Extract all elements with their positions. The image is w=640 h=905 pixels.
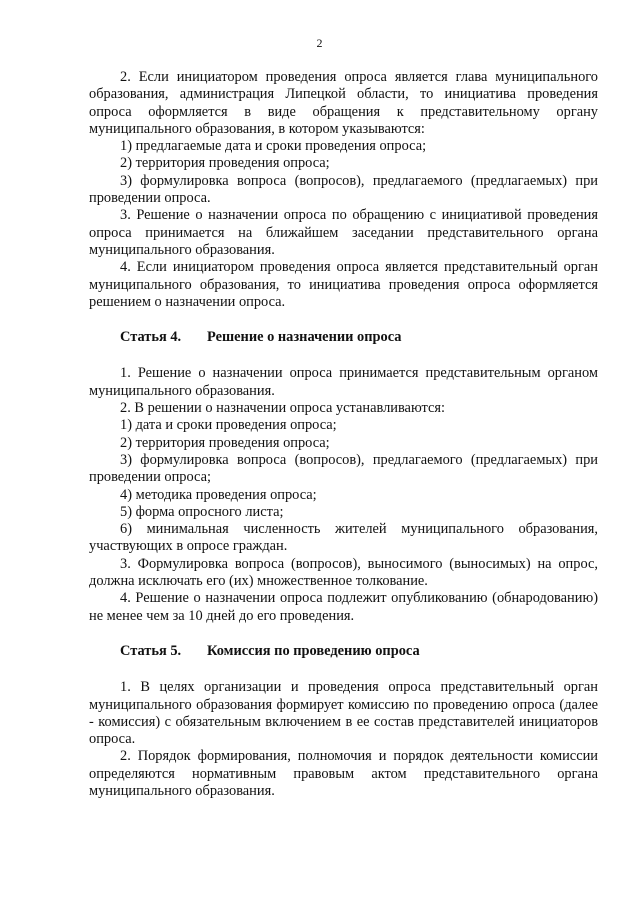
list-item: 3) формулировка вопроса (вопросов), предлагаемого (предлагаемых) при проведении опроса.	[89, 172, 598, 207]
paragraph-3: 3. Решение о назначении опроса по обращению с инициативой проведения опроса принимается на ближайшем заседании представительного органа муниципального образования.	[89, 207, 598, 258]
list-item: 6) минимальная численность жителей муниципального образования, участвующих в опросе граждан.	[89, 521, 598, 555]
paragraph-4: 4. Решение о назначении опроса подлежит опубликованию (обнародованию) не менее чем за 10 дней до его проведения.	[89, 590, 598, 624]
paragraph-2: 2. Порядок формирования, полномочия и порядок деятельности комиссии определяются нормативным правовым актом представительного органа муниципального образования.	[89, 748, 598, 799]
paragraph-2: 2. Если инициатором проведения опроса является глава муниципального образования, администрация Липецкой области, то инициатива проведения опроса оформляется в виде обращения к представительному органу муниципального образования, в котором указываются:	[89, 69, 598, 137]
article-5-title: Комиссия по проведению опроса	[207, 642, 420, 659]
paragraph-4: 4. Если инициатором проведения опроса является представительный орган муниципального образования, то инициатива проведения опроса оформляется решением о назначении опроса.	[89, 259, 598, 310]
article-4-heading	[89, 329, 598, 346]
article-5-heading	[89, 643, 598, 660]
article-4-number: Статья 4.	[120, 329, 182, 346]
list-item: 5) форма опросного листа;	[120, 503, 284, 520]
list-item: 1) предлагаемые дата и сроки проведения опроса;	[120, 138, 427, 155]
paragraph-2: 2. В решении о назначении опроса устанавливаются:	[120, 400, 445, 417]
list-item: 4) методика проведения опроса;	[120, 486, 317, 503]
page-number: 2	[316, 36, 323, 50]
paragraph-3: 3. Формулировка вопроса (вопросов), выносимого (выносимых) на опрос, должна исключать его (их) множественное толкование.	[89, 555, 598, 590]
list-item: 1) дата и сроки проведения опроса;	[120, 417, 337, 434]
list-item: 2) территория проведения опроса;	[120, 434, 330, 451]
list-item: 2) территория проведения опроса;	[120, 155, 330, 172]
paragraph-1: 1. Решение о назначении опроса принимается представительным органом муниципального образования.	[89, 365, 598, 399]
article-5-body	[89, 679, 598, 800]
article-4-title: Решение о назначении опроса	[207, 329, 402, 346]
section-initiative-continuation	[89, 69, 598, 311]
list-item: 3) формулировка вопроса (вопросов), предлагаемого (предлагаемых) при проведении опроса;	[89, 451, 598, 486]
article-4-body	[89, 365, 598, 624]
paragraph-1: 1. В целях организации и проведения опроса представительный орган муниципального образования формирует комиссию по проведению опроса (далее - комиссия) с обязательным включением в ее состав представителей инициаторов опроса.	[89, 679, 598, 748]
article-5-number: Статья 5.	[120, 642, 182, 659]
